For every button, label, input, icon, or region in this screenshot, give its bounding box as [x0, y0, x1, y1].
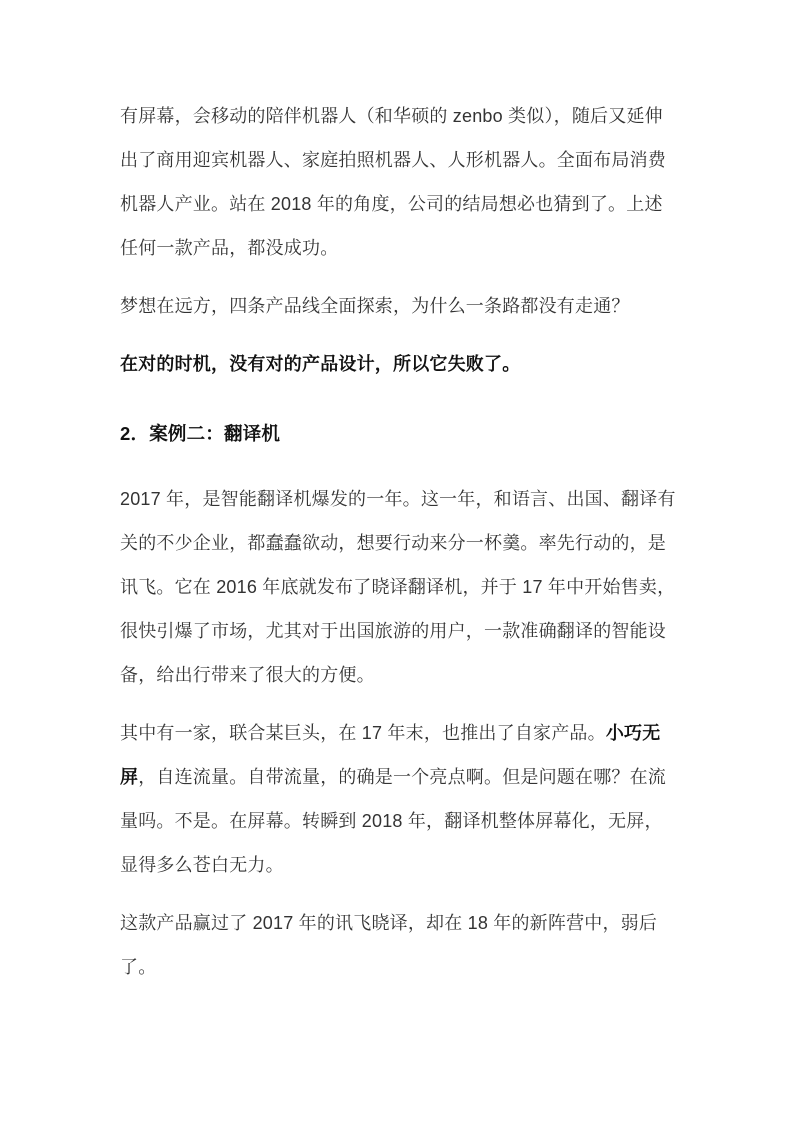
bold-text-run: 在对的时机，没有对的产品设计，所以它失败了。: [120, 354, 521, 374]
paragraph-failure-conclusion: [120, 342, 677, 386]
paragraph-robot-products: [120, 94, 677, 270]
paragraph-translator-boom-2017: [120, 477, 677, 697]
article-body: [120, 94, 677, 989]
bold-text-run: 小巧无屏: [120, 723, 661, 787]
paragraph-dream-question: [120, 284, 677, 328]
paragraph-outcome: [120, 901, 677, 989]
text-run: ，自连流量。自带流量，的确是一个亮点啊。但是问题在哪？在流量吗。不是。在屏幕。转瞬到 2018 年，翻译机整体屏幕化，无屏，显得多么苍白无力。: [120, 767, 666, 875]
paragraph-competitor-product: [120, 711, 677, 887]
text-run: 梦想在远方，四条产品线全面探索，为什么一条路都没有走通？: [120, 296, 630, 316]
text-run: 2017 年，是智能翻译机爆发的一年。这一年，和语言、出国、翻译有关的不少企业，都蠢蠢欲动，想要行动来分一杯羹。率先行动的，是讯飞。它在 2016 年底就发布了晓译翻译机，并于 17 年中开始售卖，很快引爆了市场，尤其对于出国旅游的用户，一款准确翻译的智能设备，给出行带来了很大的方便。: [120, 489, 676, 685]
text-run: 其中有一家，联合某巨头，在 17 年末，也推出了自家产品。: [120, 723, 606, 743]
section-heading-case-two: [120, 412, 677, 456]
heading-text-run: 2．案例二：翻译机: [120, 423, 281, 444]
text-run: 有屏幕，会移动的陪伴机器人（和华硕的 zenbo 类似），随后又延伸出了商用迎宾机器人、家庭拍照机器人、人形机器人。全面布局消费机器人产业。站在 2018 年的角度，公司的结局想必也猜到了。上述任何一款产品，都没成功。: [120, 106, 666, 258]
text-run: 这款产品赢过了 2017 年的讯飞晓译，却在 18 年的新阵营中，弱后了。: [120, 913, 658, 977]
